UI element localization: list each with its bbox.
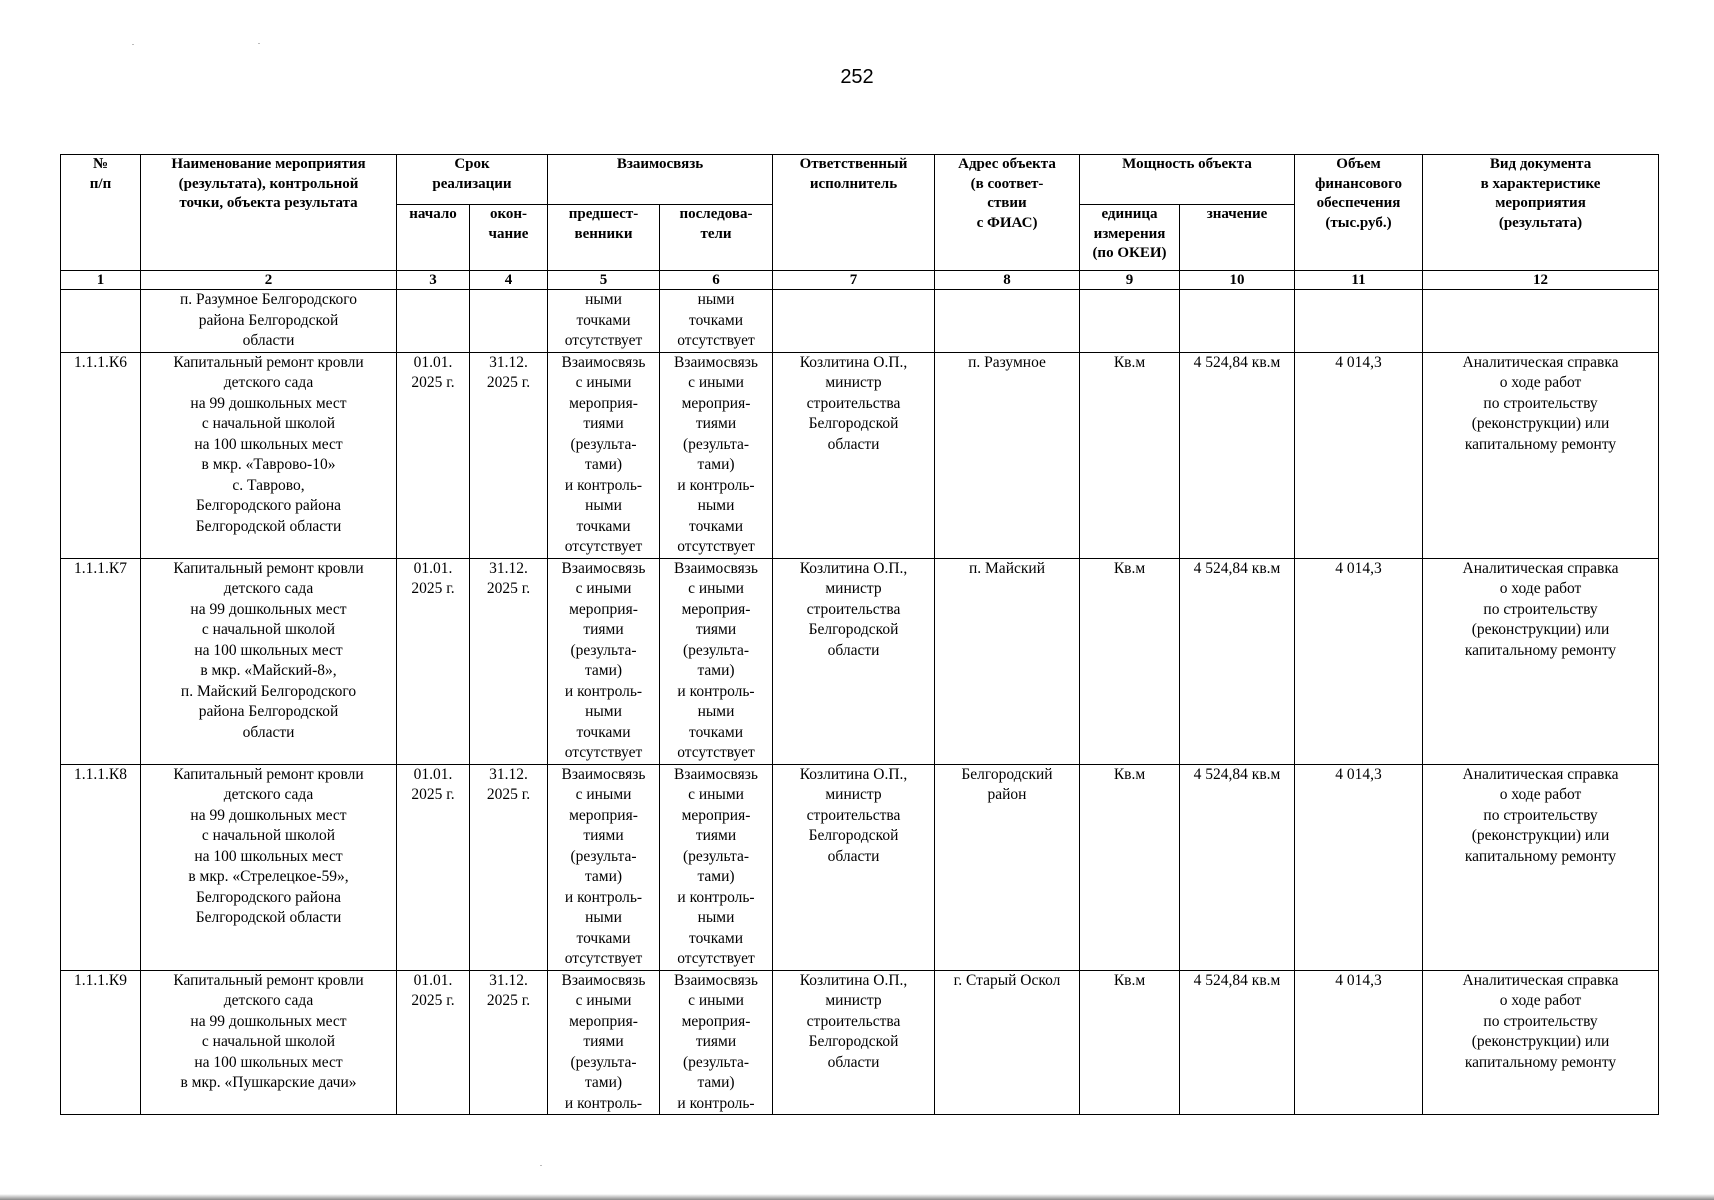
predecessors: Взаимосвязь с иными мероприя- тиями (результа- тами) и контроль- ными точками отсутствует bbox=[548, 558, 660, 764]
responsible-person: Козлитина О.П., министр строительства Белгородской области bbox=[773, 558, 935, 764]
predecessors: Взаимосвязь с иными мероприя- тиями (результа- тами) и контроль- ными точками отсутствует bbox=[548, 352, 660, 558]
table-row bbox=[61, 970, 1659, 1115]
header-link-prev: предшест- венники bbox=[548, 205, 660, 271]
end-date bbox=[470, 290, 548, 353]
finance-amount: 4 014,3 bbox=[1295, 558, 1423, 764]
successors: Взаимосвязь с иными мероприя- тиями (результа- тами) и контроль- ными точками отсутствует bbox=[660, 764, 773, 970]
capacity-unit: Кв.м bbox=[1080, 970, 1180, 1115]
start-date: 01.01. 2025 г. bbox=[397, 764, 470, 970]
header-finance: Объем финансового обеспечения (тыс.руб.) bbox=[1295, 155, 1423, 271]
row-number: 1.1.1.К6 bbox=[61, 352, 141, 558]
responsible-person bbox=[773, 290, 935, 353]
start-date: 01.01. 2025 г. bbox=[397, 352, 470, 558]
column-number: 11 bbox=[1295, 271, 1423, 290]
header-num: № п/п bbox=[61, 155, 141, 271]
successors: Взаимосвязь с иными мероприя- тиями (результа- тами) и контроль- bbox=[660, 970, 773, 1115]
row-number: 1.1.1.К7 bbox=[61, 558, 141, 764]
activity-name: Капитальный ремонт кровли детского сада на 99 дошкольных мест с начальной школой на 100 школьных мест в мкр. «Таврово-10» с. Таврово, Белгородского района Белгородской области bbox=[141, 352, 397, 558]
column-number: 7 bbox=[773, 271, 935, 290]
header-term-end: окон- чание bbox=[470, 205, 548, 271]
table-row bbox=[61, 290, 1659, 353]
header-link: Взаимосвязь bbox=[548, 155, 773, 205]
header-responsible: Ответственный исполнитель bbox=[773, 155, 935, 271]
activity-name: Капитальный ремонт кровли детского сада на 99 дошкольных мест с начальной школой на 100 школьных мест в мкр. «Майский-8», п. Майский Белгородского района Белгородской области bbox=[141, 558, 397, 764]
successors: ными точками отсутствует bbox=[660, 290, 773, 353]
activity-name: Капитальный ремонт кровли детского сада на 99 дошкольных мест с начальной школой на 100 школьных мест в мкр. «Пушкарские дачи» bbox=[141, 970, 397, 1115]
column-number: 10 bbox=[1180, 271, 1295, 290]
table-row bbox=[61, 764, 1659, 970]
column-number: 4 bbox=[470, 271, 548, 290]
document-type: Аналитическая справка о ходе работ по строительству (реконструкции) или капитальному ремонту bbox=[1423, 970, 1659, 1115]
end-date: 31.12. 2025 г. bbox=[470, 352, 548, 558]
column-number: 1 bbox=[61, 271, 141, 290]
object-address: п. Майский bbox=[935, 558, 1080, 764]
capacity-unit: Кв.м bbox=[1080, 558, 1180, 764]
capacity-value: 4 524,84 кв.м bbox=[1180, 764, 1295, 970]
row-number: 1.1.1.К8 bbox=[61, 764, 141, 970]
row-number: 1.1.1.К9 bbox=[61, 970, 141, 1115]
header-term-start: начало bbox=[397, 205, 470, 271]
start-date: 01.01. 2025 г. bbox=[397, 970, 470, 1115]
header-capacity-unit: единица измерения (по ОКЕИ) bbox=[1080, 205, 1180, 271]
header-address: Адрес объекта (в соответ- ствии с ФИАС) bbox=[935, 155, 1080, 271]
finance-amount: 4 014,3 bbox=[1295, 970, 1423, 1115]
finance-amount: 4 014,3 bbox=[1295, 764, 1423, 970]
responsible-person: Козлитина О.П., министр строительства Белгородской области bbox=[773, 970, 935, 1115]
capacity-value: 4 524,84 кв.м bbox=[1180, 558, 1295, 764]
capacity-value bbox=[1180, 290, 1295, 353]
column-number: 5 bbox=[548, 271, 660, 290]
document-type: Аналитическая справка о ходе работ по строительству (реконструкции) или капитальному ремонту bbox=[1423, 764, 1659, 970]
finance-amount: 4 014,3 bbox=[1295, 352, 1423, 558]
object-address: Белгородский район bbox=[935, 764, 1080, 970]
column-number: 2 bbox=[141, 271, 397, 290]
predecessors: Взаимосвязь с иными мероприя- тиями (результа- тами) и контроль- ными точками отсутствует bbox=[548, 764, 660, 970]
document-type: Аналитическая справка о ходе работ по строительству (реконструкции) или капитальному ремонту bbox=[1423, 352, 1659, 558]
column-number: 12 bbox=[1423, 271, 1659, 290]
capacity-unit: Кв.м bbox=[1080, 764, 1180, 970]
successors: Взаимосвязь с иными мероприя- тиями (результа- тами) и контроль- ными точками отсутствует bbox=[660, 352, 773, 558]
end-date: 31.12. 2025 г. bbox=[470, 764, 548, 970]
column-number: 9 bbox=[1080, 271, 1180, 290]
finance-amount bbox=[1295, 290, 1423, 353]
activity-name: п. Разумное Белгородского района Белгородской области bbox=[141, 290, 397, 353]
predecessors: Взаимосвязь с иными мероприя- тиями (результа- тами) и контроль- bbox=[548, 970, 660, 1115]
capacity-value: 4 524,84 кв.м bbox=[1180, 970, 1295, 1115]
column-number: 6 bbox=[660, 271, 773, 290]
successors: Взаимосвязь с иными мероприя- тиями (результа- тами) и контроль- ными точками отсутствует bbox=[660, 558, 773, 764]
table-row bbox=[61, 352, 1659, 558]
activity-table bbox=[60, 154, 1659, 1115]
capacity-unit bbox=[1080, 290, 1180, 353]
responsible-person: Козлитина О.П., министр строительства Белгородской области bbox=[773, 352, 935, 558]
table-header bbox=[61, 155, 1659, 271]
header-doc-type: Вид документа в характеристике мероприятия (результата) bbox=[1423, 155, 1659, 271]
header-link-next: последова- тели bbox=[660, 205, 773, 271]
row-number bbox=[61, 290, 141, 353]
object-address bbox=[935, 290, 1080, 353]
header-capacity-value: значение bbox=[1180, 205, 1295, 271]
end-date: 31.12. 2025 г. bbox=[470, 558, 548, 764]
predecessors: ными точками отсутствует bbox=[548, 290, 660, 353]
capacity-unit: Кв.м bbox=[1080, 352, 1180, 558]
page-number: 252 bbox=[840, 66, 874, 88]
object-address: п. Разумное bbox=[935, 352, 1080, 558]
column-number: 8 bbox=[935, 271, 1080, 290]
scan-bottom-edge bbox=[0, 1194, 1714, 1200]
column-number: 3 bbox=[397, 271, 470, 290]
header-term: Срок реализации bbox=[397, 155, 548, 205]
document-type bbox=[1423, 290, 1659, 353]
table-row bbox=[61, 558, 1659, 764]
responsible-person: Козлитина О.П., министр строительства Белгородской области bbox=[773, 764, 935, 970]
capacity-value: 4 524,84 кв.м bbox=[1180, 352, 1295, 558]
start-date bbox=[397, 290, 470, 353]
end-date: 31.12. 2025 г. bbox=[470, 970, 548, 1115]
document-type: Аналитическая справка о ходе работ по строительству (реконструкции) или капитальному ремонту bbox=[1423, 558, 1659, 764]
object-address: г. Старый Оскол bbox=[935, 970, 1080, 1115]
column-number-row bbox=[61, 271, 1659, 290]
start-date: 01.01. 2025 г. bbox=[397, 558, 470, 764]
header-capacity: Мощность объекта bbox=[1080, 155, 1295, 205]
activity-name: Капитальный ремонт кровли детского сада на 99 дошкольных мест с начальной школой на 100 школьных мест в мкр. «Стрелецкое-59», Белгородского района Белгородской области bbox=[141, 764, 397, 970]
header-name: Наименование мероприятия (результата), контрольной точки, объекта результата bbox=[141, 155, 397, 271]
